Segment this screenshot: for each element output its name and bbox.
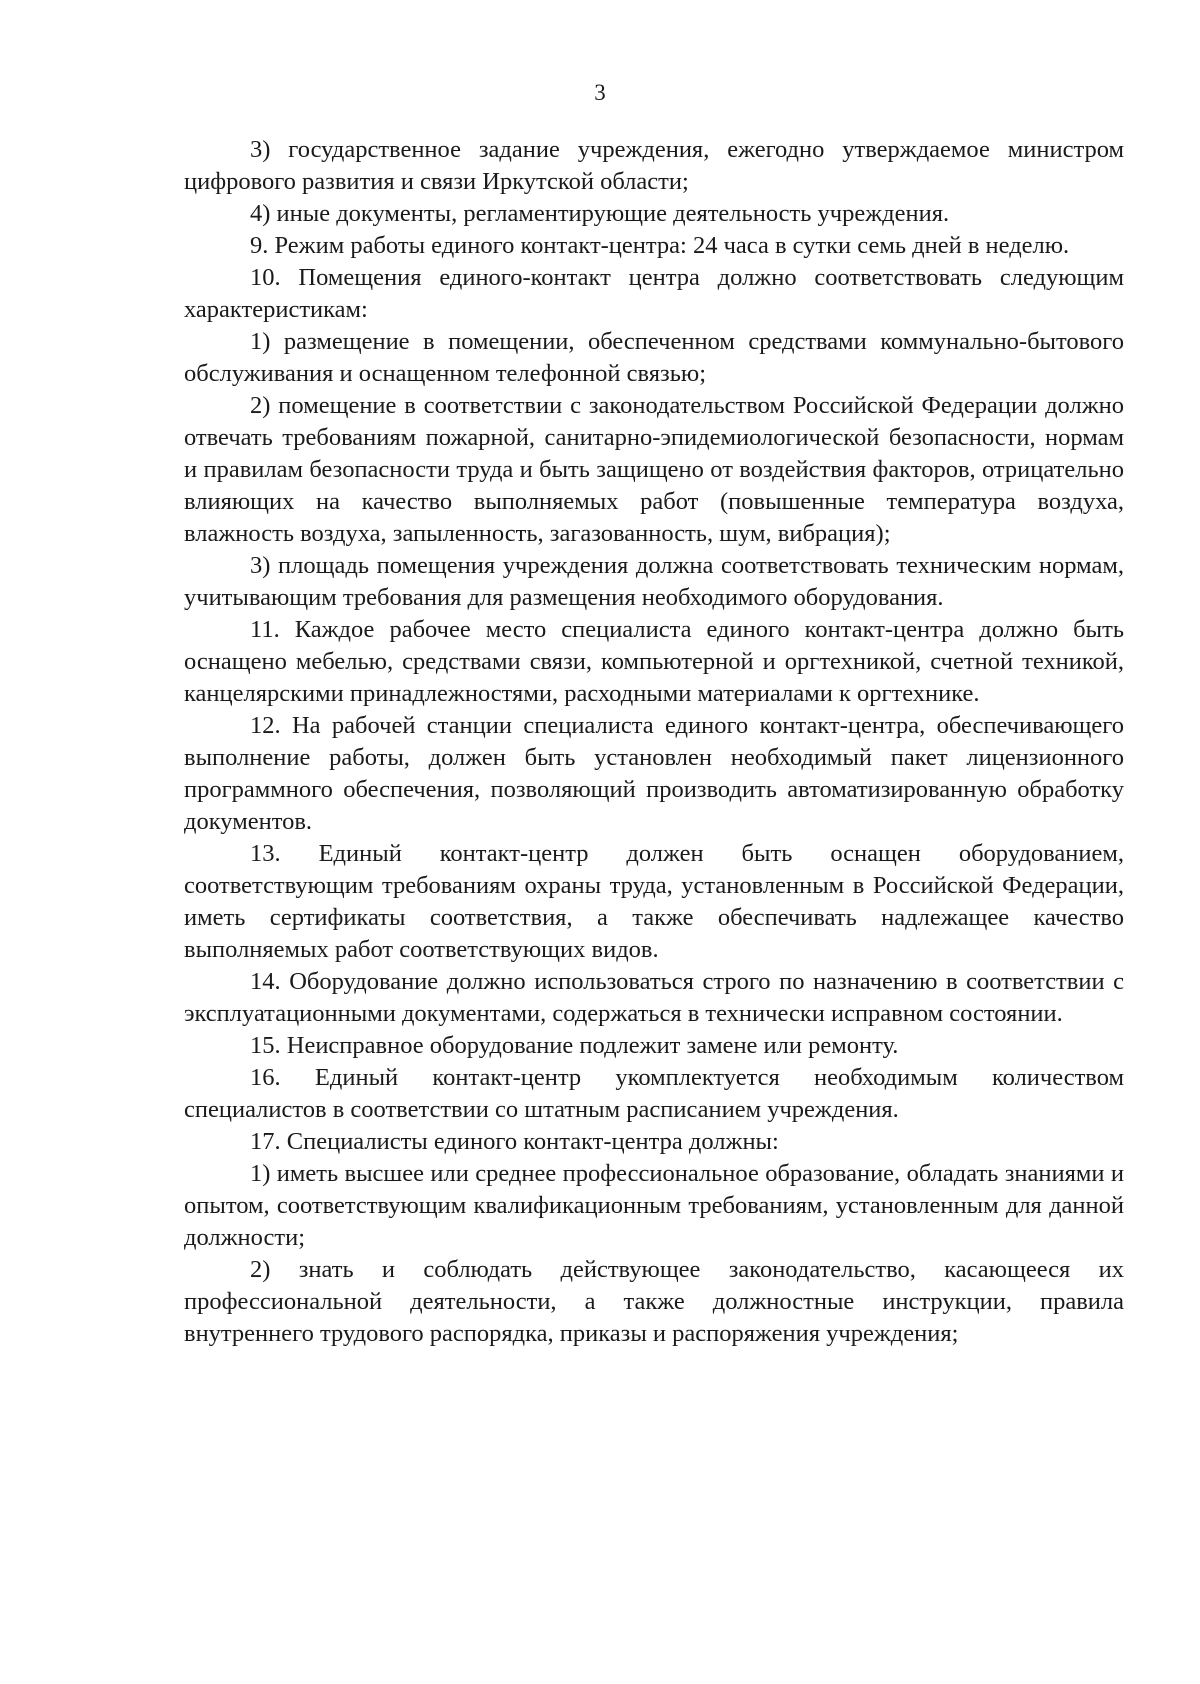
paragraph-11-workplace: 11. Каждое рабочее место специалиста единого контакт-центра должно быть оснащено мебелью, средствами связи, компьютерной и оргтехникой, счетной техникой, канцелярскими принадлежностями, расходными материалами к оргтехнике.: [184, 616, 1124, 707]
paragraph-item-4-other-documents: 4) иные документы, регламентирующие деятельность учреждения.: [250, 200, 950, 227]
paragraph-17-item-2: 2) знать и соблюдать действующее законодательство, касающееся их профессиональной деятельности, а также должностные инструкции, правила внутреннего трудового распорядка, приказы и распоряжения учреждения;: [184, 1256, 1124, 1347]
page-number: 3: [594, 80, 606, 105]
paragraph-item-3-state-task: 3) государственное задание учреждения, ежегодно утверждаемое министром цифрового развития и связи Иркутской области;: [184, 136, 1124, 195]
paragraph-17-specialists: 17. Специалисты единого контакт-центра должны:: [250, 1128, 779, 1155]
document-body: [184, 134, 1124, 1350]
paragraph-9-work-schedule: 9. Режим работы единого контакт-центра: 24 часа в сутки семь дней в неделю.: [250, 232, 1070, 259]
paragraph-10-item-1: 1) размещение в помещении, обеспеченном средствами коммунально-бытового обслуживания и оснащенном телефонной связью;: [184, 328, 1124, 387]
paragraph-17-item-1: 1) иметь высшее или среднее профессиональное образование, обладать знаниями и опытом, соответствующим квалификационным требованиям, установленным для данной должности;: [184, 1160, 1124, 1251]
paragraph-10-premises: 10. Помещения единого-контакт центра должно соответствовать следующим характеристикам:: [184, 264, 1124, 323]
paragraph-16-staffing: 16. Единый контакт-центр укомплектуется необходимым количеством специалистов в соответствии со штатным расписанием учреждения.: [184, 1064, 1124, 1123]
paragraph-10-item-3: 3) площадь помещения учреждения должна соответствовать техническим нормам, учитывающим требования для размещения необходимого оборудования.: [184, 552, 1124, 611]
paragraph-14-equipment-use: 14. Оборудование должно использоваться строго по назначению в соответствии с эксплуатационными документами, содержаться в технически исправном состоянии.: [184, 968, 1124, 1027]
paragraph-13-equipment: 13. Единый контакт-центр должен быть оснащен оборудованием, соответствующим требованиям охраны труда, установленным в Российской Федерации, иметь сертификаты соответствия, а также обеспечивать надлежащее качество выполняемых работ соответствующих видов.: [184, 840, 1124, 963]
paragraph-10-item-2: 2) помещение в соответствии с законодательством Российской Федерации должно отвечать требованиям пожарной, санитарно-эпидемиологической безопасности, нормам и правилам безопасности труда и быть защищено от воздействия факторов, отрицательно влияющих на качество выполняемых работ (повышенные температура воздуха, влажность воздуха, запыленность, загазованность, шум, вибрация);: [184, 392, 1124, 547]
paragraph-12-software: 12. На рабочей станции специалиста единого контакт-центра, обеспечивающего выполнение работы, должен быть установлен необходимый пакет лицензионного программного обеспечения, позволяющий производить автоматизированную обработку документов.: [184, 712, 1124, 835]
paragraph-15-faulty-equipment: 15. Неисправное оборудование подлежит замене или ремонту.: [250, 1032, 899, 1059]
